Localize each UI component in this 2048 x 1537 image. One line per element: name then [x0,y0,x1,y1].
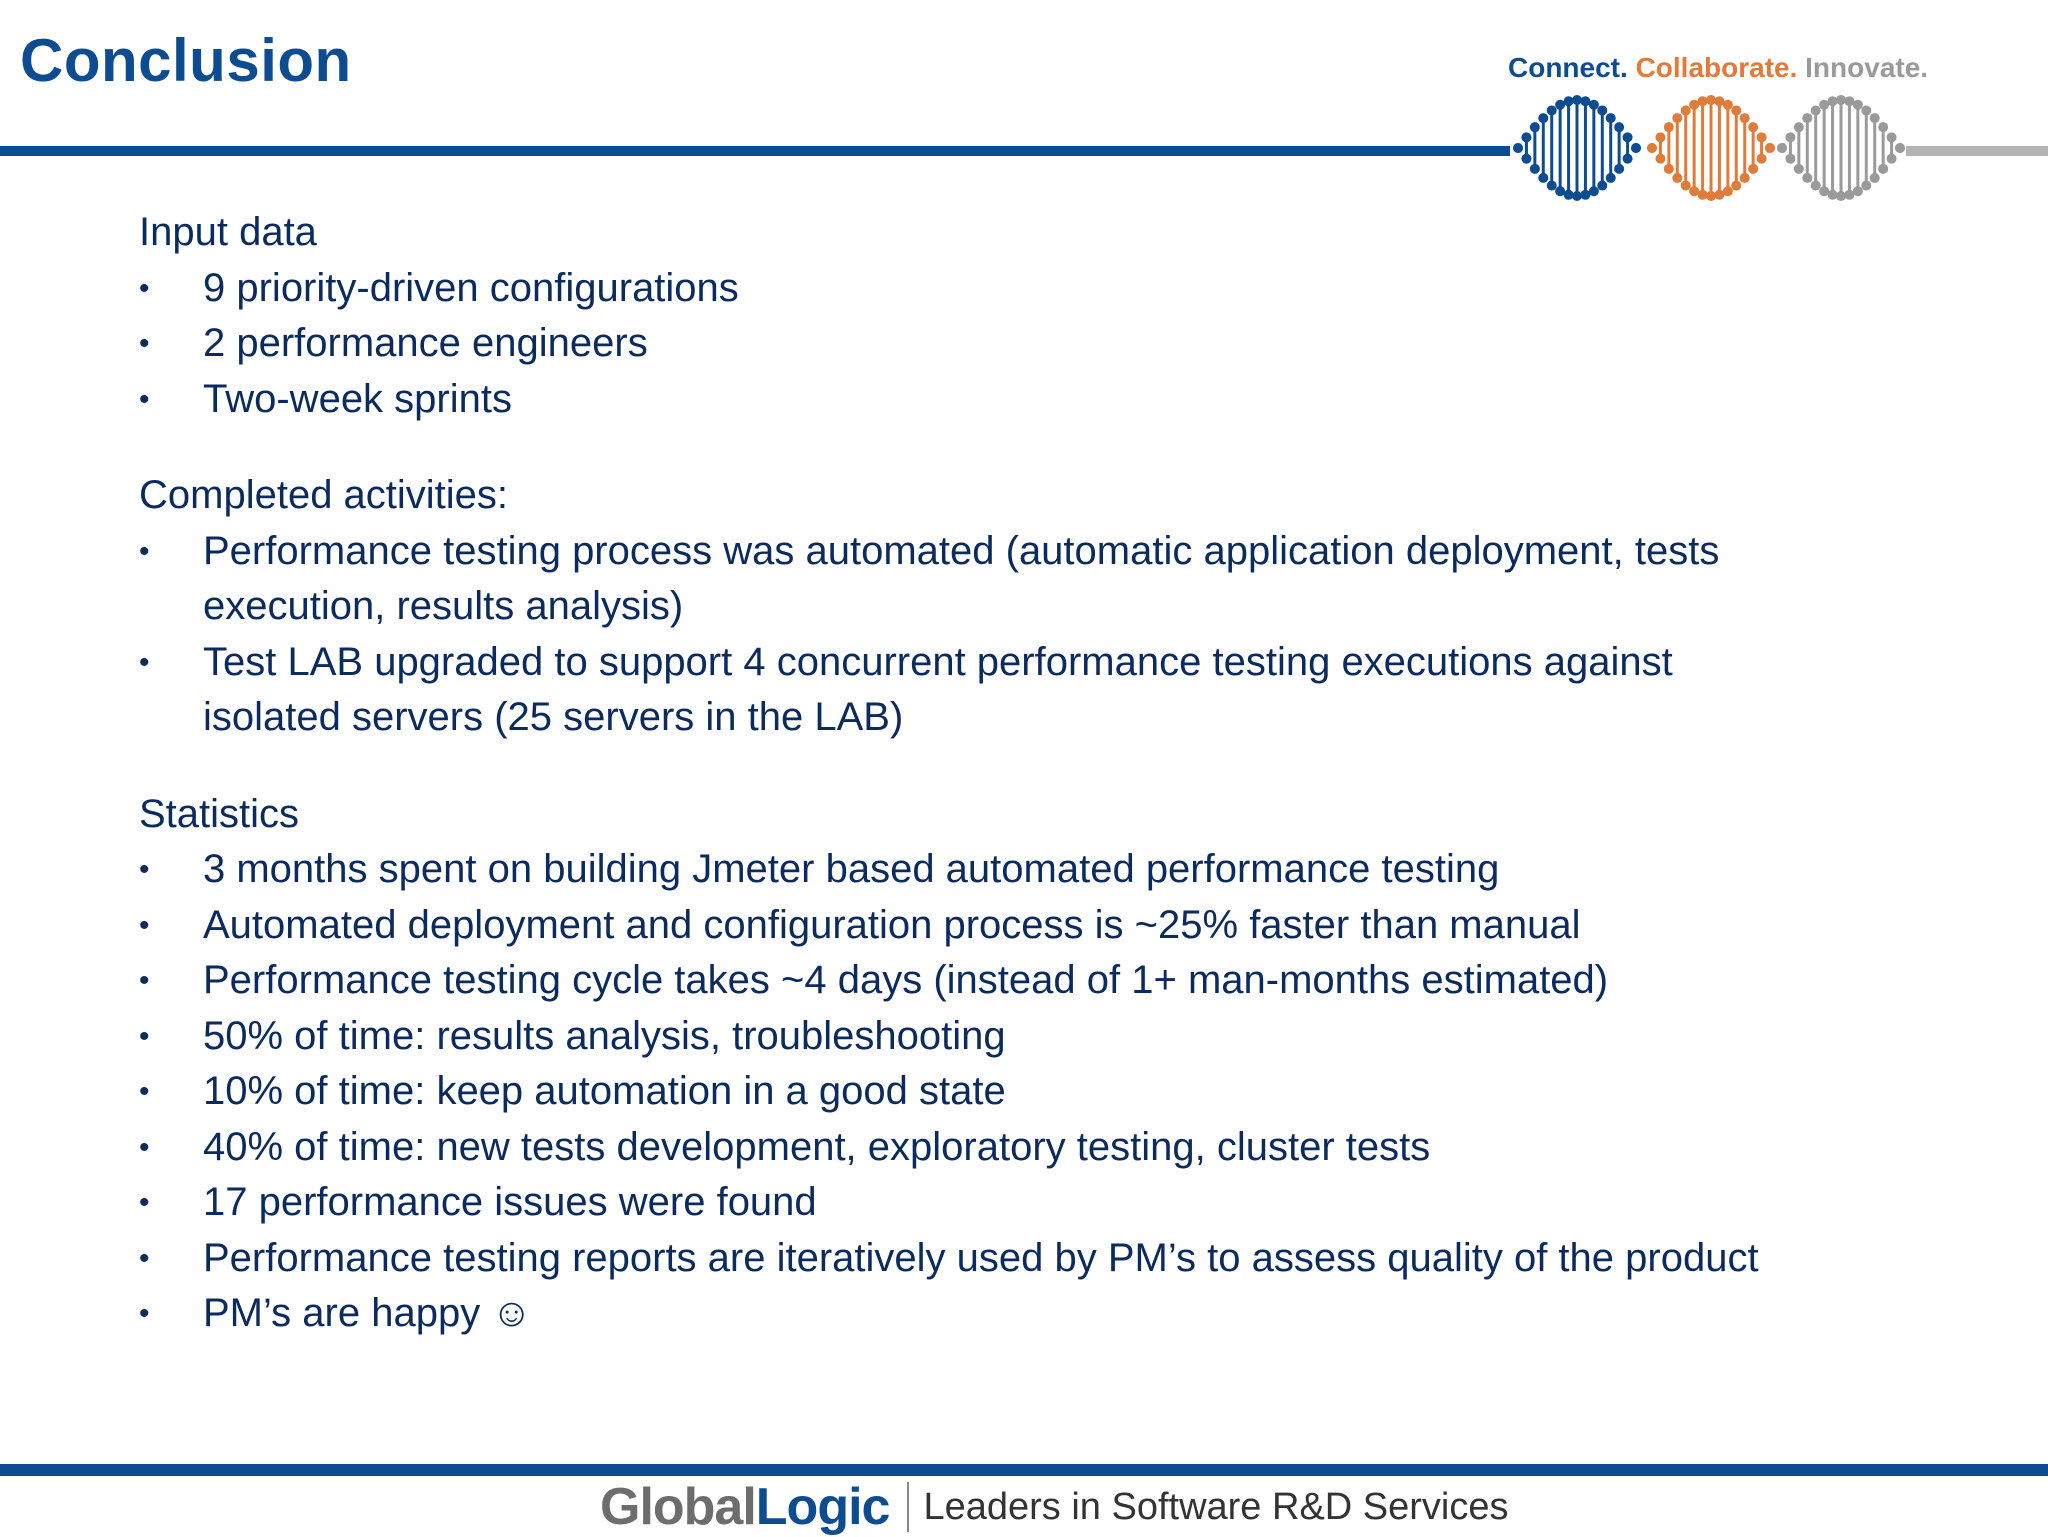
tagline-connect: Connect. [1508,52,1628,83]
list-item-text: 2 performance engineers [203,321,648,365]
list-item [139,316,1779,372]
bullet-icon: • [139,964,150,997]
section-title: Input data [139,210,317,254]
tagline-collaborate: Collaborate. [1635,52,1798,83]
bullet-icon: • [139,1241,150,1275]
list-item-text: 9 priority-driven configurations [203,265,739,310]
bullet-list [139,842,1779,1342]
bullet-icon: • [139,1019,150,1053]
bullet-icon: • [139,1130,150,1164]
list-item-text: Two-week sprints [203,376,512,421]
header-divider-gray [1906,146,2048,156]
tagline-innovate: Innovate. [1805,52,1929,83]
list-item-text: Performance testing process was automated (automatic application deployment, tests execution, results analysis) [203,528,1720,628]
list-item [139,524,1779,635]
bullet-icon: • [139,1075,150,1108]
list-item [139,898,1779,954]
list-item-text: Performance testing cycle takes ~4 days (instead of 1+ man-months estimated) [203,958,1609,1002]
bullet-icon: • [139,271,150,305]
footer-divider [0,1464,2048,1476]
helix-blue-icon [1513,95,1641,201]
section-completed-activities [139,468,1779,746]
list-item [139,1231,1779,1287]
slide-title: Conclusion [20,27,352,94]
list-item [139,1009,1779,1065]
list-item [139,1175,1779,1231]
bullet-icon: • [139,382,150,416]
footer [600,1478,1509,1536]
list-item-text: Automated deployment and configuration process is ~25% faster than manual [203,902,1581,947]
list-item-text: Test LAB upgraded to support 4 concurrent performance testing executions against isolated servers (25 servers in the LAB) [203,639,1673,739]
bullet-icon: • [139,1186,150,1219]
list-item [139,1064,1779,1120]
list-item-text: Performance testing reports are iteratively used by PM’s to assess quality of the product [203,1235,1759,1280]
list-item-text: PM’s are happy ☺ [203,1291,533,1335]
helix-gray-icon [1777,95,1905,201]
brand-tagline [1508,52,1928,84]
slide-content [139,205,1779,1383]
section-title: Statistics [139,791,300,836]
list-item [139,1286,1779,1342]
list-item [139,372,1779,428]
list-item [139,635,1779,746]
footer-tagline: Leaders in Software R&D Services [923,1485,1509,1528]
bullet-icon: • [139,534,150,568]
bullet-list [139,261,1779,428]
helix-orange-icon [1647,95,1775,201]
section-title: Completed activities: [139,473,509,517]
dna-helix-icon [1506,88,1910,208]
list-item-text: 10% of time: keep automation in a good state [203,1069,1006,1113]
bullet-list [139,524,1779,746]
logo-logic-text: Logic [755,1478,890,1536]
header-divider-blue [0,146,1510,156]
list-item [139,261,1779,317]
bullet-icon: • [139,853,150,886]
section-statistics [139,787,1779,1342]
globallogic-logo [600,1477,889,1537]
bullet-icon: • [139,1297,150,1330]
list-item-text: 50% of time: results analysis, troubleshooting [203,1013,1006,1058]
list-item-text: 40% of time: new tests development, exploratory testing, cluster tests [203,1124,1431,1169]
bullet-icon: • [139,645,150,679]
list-item [139,1120,1779,1176]
footer-separator [907,1482,909,1532]
list-item-text: 3 months spent on building Jmeter based automated performance testing [203,847,1500,891]
logo-global-text: Global [600,1478,756,1536]
list-item-text: 17 performance issues were found [203,1180,817,1224]
list-item [139,842,1779,898]
bullet-icon: • [139,908,150,942]
bullet-icon: • [139,327,150,360]
list-item [139,953,1779,1009]
section-input-data [139,205,1779,427]
